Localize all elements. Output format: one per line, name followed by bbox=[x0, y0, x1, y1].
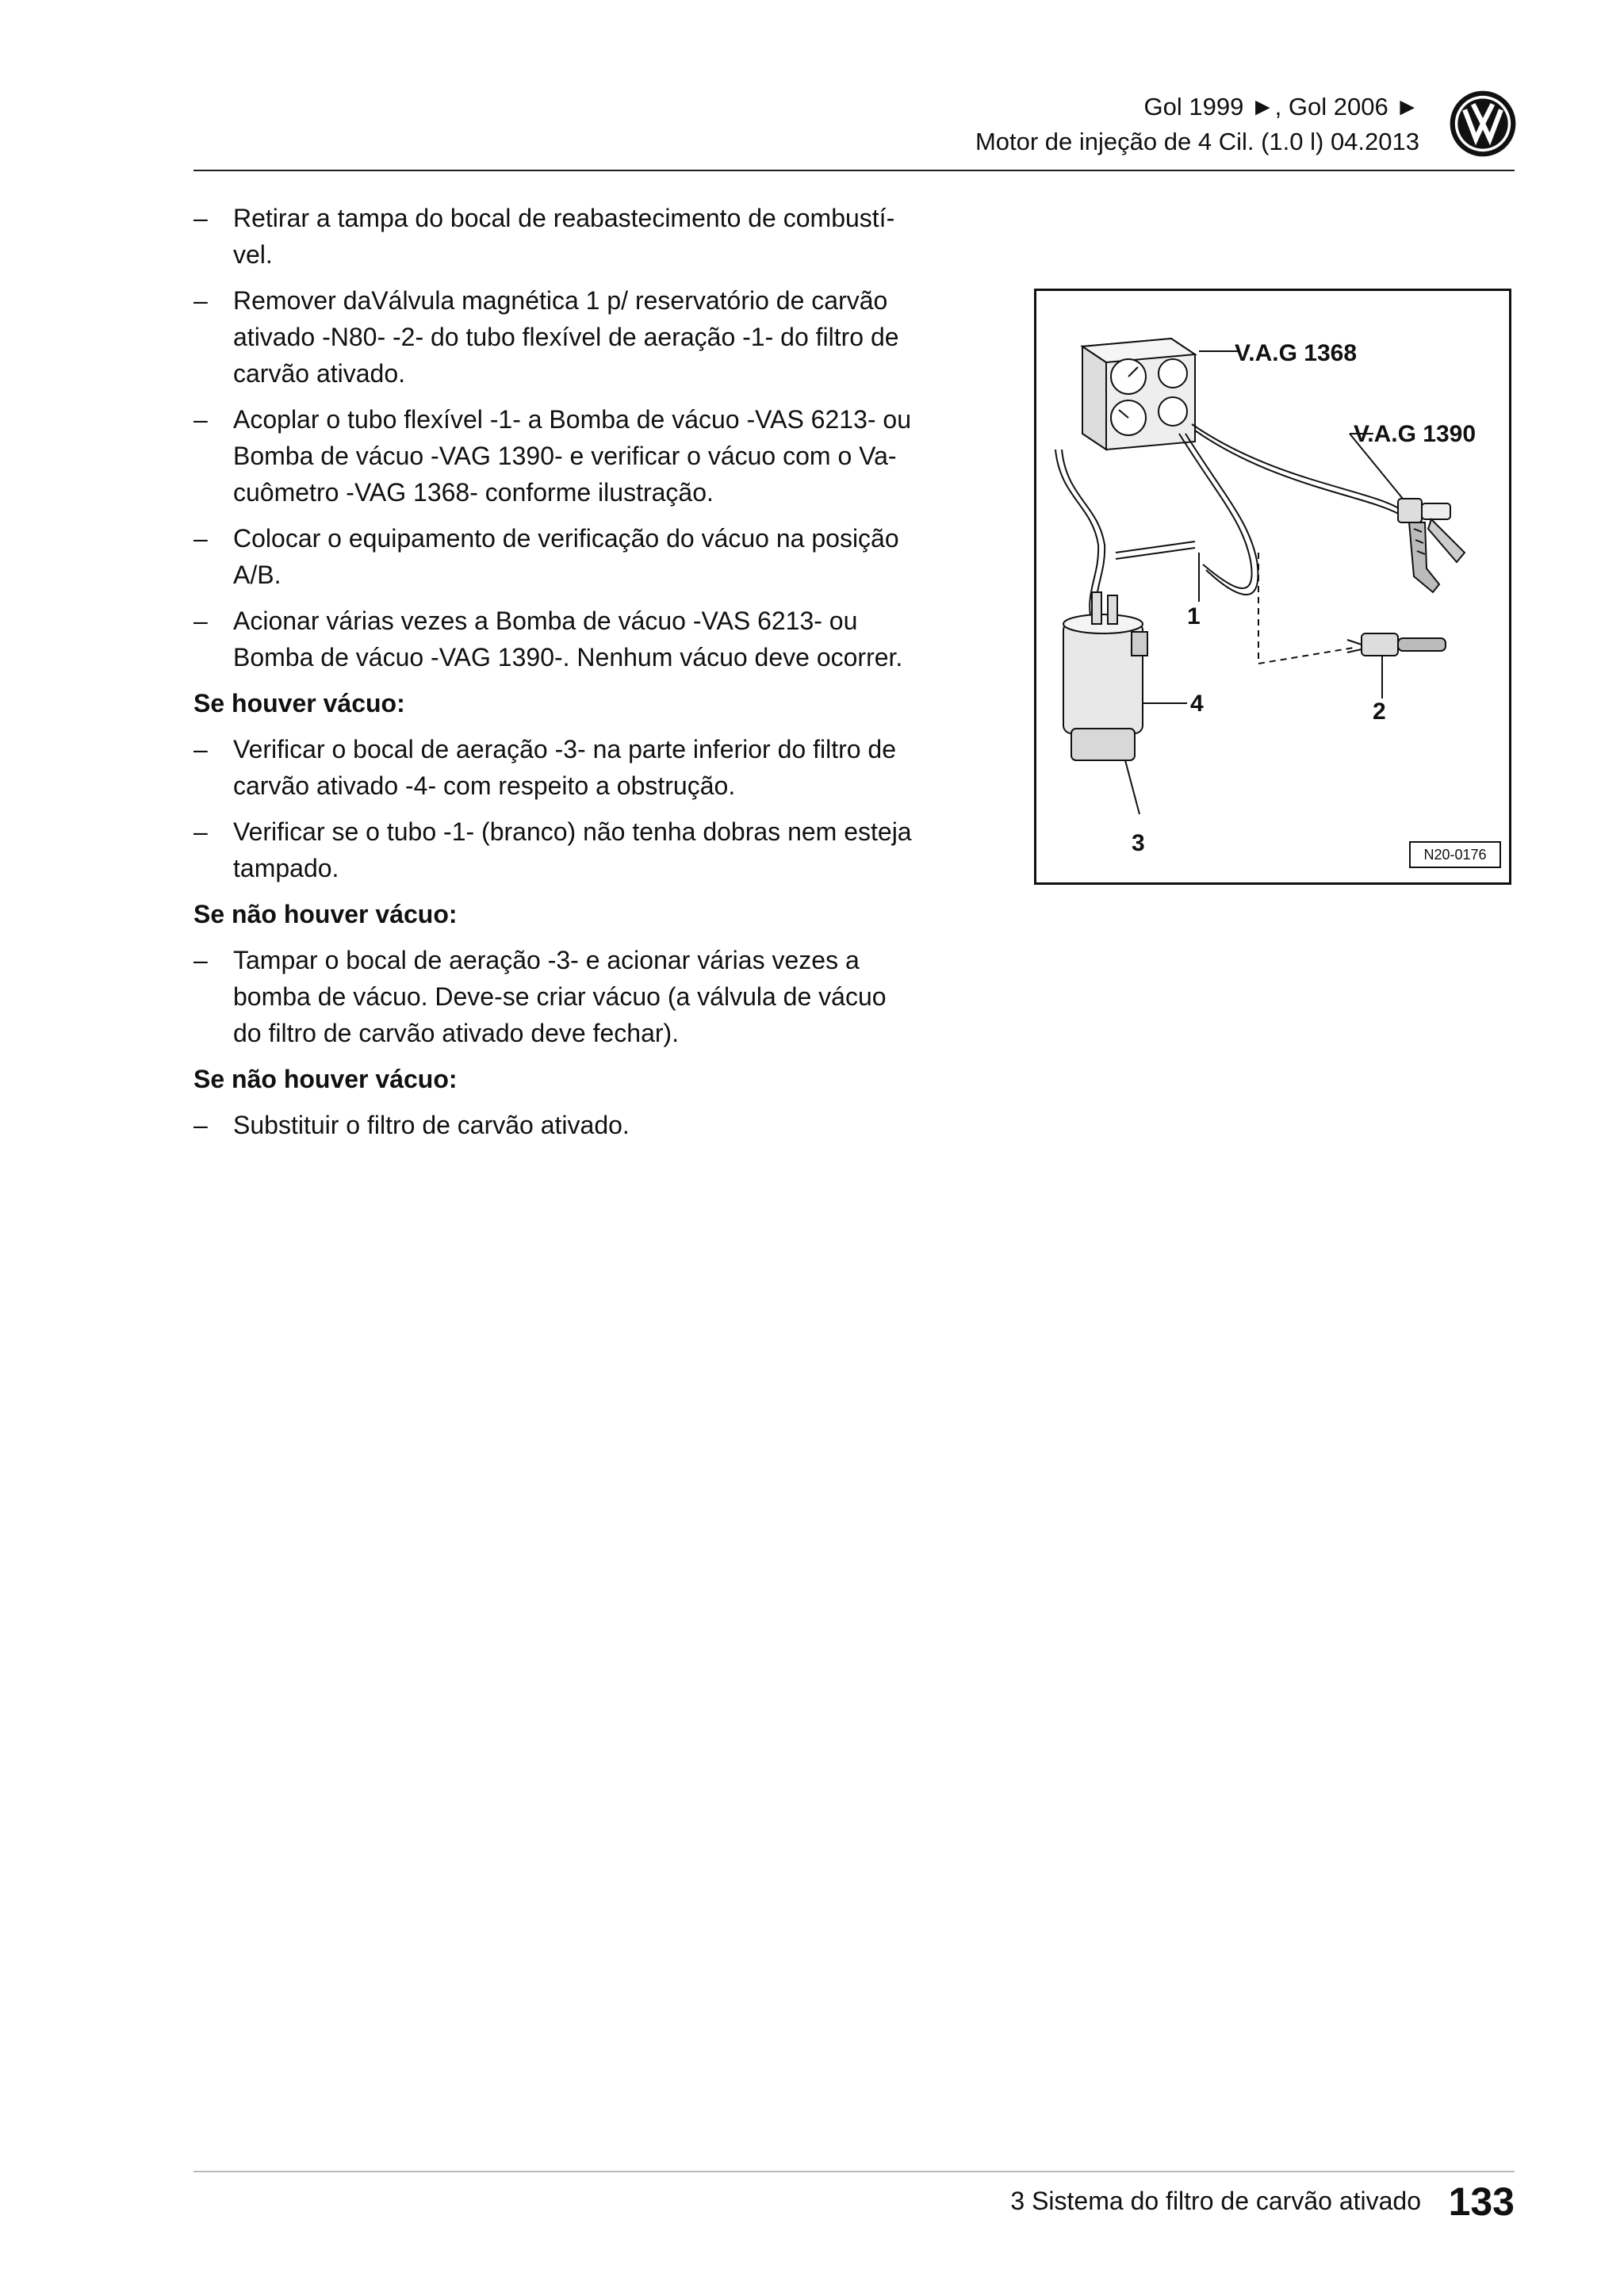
step-text-line: bomba de vácuo. Deve-se criar vácuo (a válvula de vácuo bbox=[233, 982, 887, 1011]
step-text-line: Remover daVálvula magnética 1 p/ reservatório de carvão bbox=[233, 286, 888, 315]
step-text-line: cuômetro -VAG 1368- conforme ilustração. bbox=[233, 478, 714, 507]
footer-rule bbox=[193, 2171, 1515, 2172]
vacuum-gauge-box bbox=[1082, 339, 1195, 450]
step-text-line: Acionar várias vezes a Bomba de vácuo -VAS 6213- ou bbox=[233, 607, 858, 635]
dash-lines bbox=[1258, 553, 1354, 664]
procedure-text bbox=[193, 200, 979, 1153]
step-text-line: carvão ativado. bbox=[233, 359, 406, 388]
heading-vacuum-present: Se houver vácuo: bbox=[193, 689, 405, 718]
procedure-step bbox=[193, 200, 979, 273]
header-engine-line: Motor de injeção de 4 Cil. (1.0 l) 04.2013 bbox=[975, 128, 1419, 155]
vw-logo-icon bbox=[1448, 89, 1518, 159]
step-dash: – bbox=[193, 1111, 208, 1139]
label-vag1368: V.A.G 1368 bbox=[1235, 340, 1357, 366]
step-text-line: Substituir o filtro de carvão ativado. bbox=[233, 1111, 630, 1139]
charcoal-canister bbox=[1063, 592, 1147, 760]
step-text-line: do filtro de carvão ativado deve fechar). bbox=[233, 1019, 680, 1047]
procedure-step bbox=[193, 1107, 979, 1143]
step-text-line: Bomba de vácuo -VAG 1390-. Nenhum vácuo deve ocorrer. bbox=[233, 643, 903, 672]
label-vag1390: V.A.G 1390 bbox=[1354, 421, 1476, 447]
step-dash: – bbox=[193, 405, 208, 434]
step-text-line: Colocar o equipamento de verificação do vácuo na posição bbox=[233, 524, 899, 553]
step-text-line: tampado. bbox=[233, 854, 339, 882]
procedure-step bbox=[193, 731, 979, 804]
procedure-step bbox=[193, 813, 979, 886]
step-text-line: ativado -N80- -2- do tubo flexível de aeração -1- do filtro de bbox=[233, 323, 899, 351]
callout-4: 4 bbox=[1190, 691, 1204, 717]
step-text-line: carvão ativado -4- com respeito a obstrução. bbox=[233, 771, 736, 800]
step-dash: – bbox=[193, 946, 208, 974]
step-text-line: Retirar a tampa do bocal de reabastecimento de combustí- bbox=[233, 204, 895, 232]
figure-code: N20-0176 bbox=[1409, 841, 1501, 868]
callout-3: 3 bbox=[1132, 830, 1145, 856]
heading-no-vacuum: Se não houver vácuo: bbox=[193, 900, 458, 928]
heading-no-vacuum-2: Se não houver vácuo: bbox=[193, 1065, 458, 1093]
callout-2: 2 bbox=[1373, 698, 1386, 725]
procedure-step bbox=[193, 603, 979, 675]
hand-vacuum-pump bbox=[1398, 499, 1465, 592]
vacuum-hoses bbox=[1055, 424, 1403, 624]
step-text-line: Acoplar o tubo flexível -1- a Bomba de vácuo -VAS 6213- ou bbox=[233, 405, 911, 434]
vacuum-test-figure bbox=[1034, 289, 1511, 885]
page-number: 133 bbox=[1448, 2179, 1515, 2224]
header-rule bbox=[193, 170, 1515, 171]
callout-1: 1 bbox=[1187, 603, 1201, 629]
step-text-line: Bomba de vácuo -VAG 1390- e verificar o vácuo com o Va- bbox=[233, 442, 897, 470]
vacuum-test-illustration bbox=[1036, 291, 1509, 882]
step-text-line: Verificar se o tubo -1- (branco) não tenha dobras nem esteja bbox=[233, 817, 912, 846]
step-dash: – bbox=[193, 204, 208, 232]
step-text-line: Verificar o bocal de aeração -3- na parte inferior do filtro de bbox=[233, 735, 897, 763]
procedure-step bbox=[193, 942, 979, 1051]
step-text-line: A/B. bbox=[233, 561, 282, 589]
step-dash: – bbox=[193, 607, 208, 635]
header-model-line: Gol 1999 ►, Gol 2006 ► bbox=[1143, 93, 1419, 121]
procedure-step bbox=[193, 520, 979, 593]
procedure-step bbox=[193, 401, 979, 511]
procedure-step bbox=[193, 282, 979, 392]
step-text-line: vel. bbox=[233, 240, 273, 269]
step-dash: – bbox=[193, 524, 208, 553]
step-dash: – bbox=[193, 286, 208, 315]
solenoid-valve bbox=[1347, 633, 1446, 656]
footer-section: 3 Sistema do filtro de carvão ativado bbox=[1010, 2187, 1421, 2215]
step-text-line: Tampar o bocal de aeração -3- e acionar várias vezes a bbox=[233, 946, 860, 974]
step-dash: – bbox=[193, 735, 208, 763]
step-dash: – bbox=[193, 817, 208, 846]
